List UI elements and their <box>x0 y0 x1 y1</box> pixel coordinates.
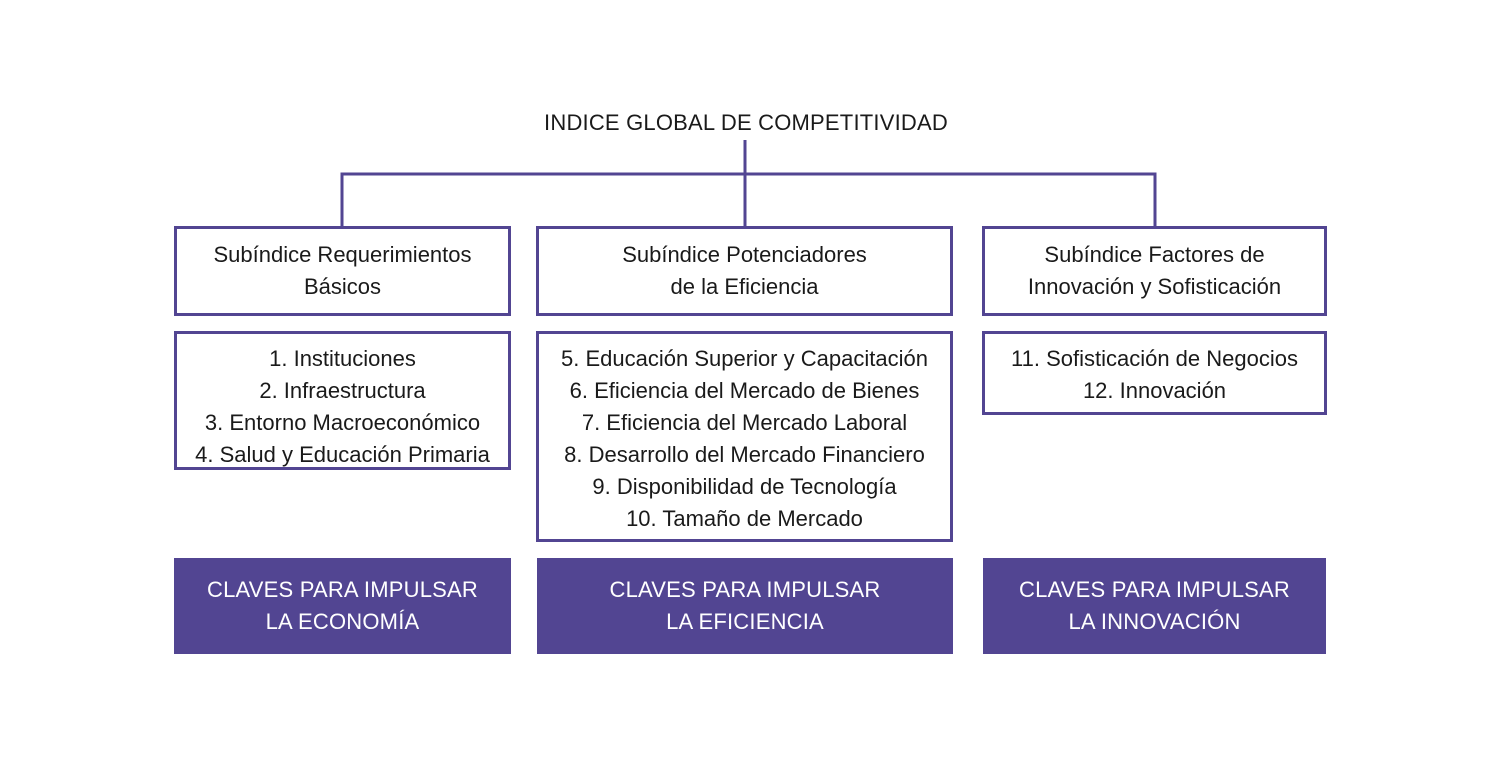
key-label-line: CLAVES PARA IMPULSAR <box>207 577 478 602</box>
subindex-label-line: Innovación y Sofisticación <box>1027 274 1282 299</box>
subindex-innovation-factors <box>982 226 1327 316</box>
subindex-label-line: Subíndice Potenciadores <box>622 242 867 267</box>
pillar-item: 2. Infraestructura <box>259 378 426 403</box>
pillar-item: 12. Innovación <box>1082 378 1227 403</box>
pillar-item: 4. Salud y Educación Primaria <box>195 442 490 467</box>
pillars-basic-requirements <box>174 331 511 470</box>
subindex-basic-requirements <box>174 226 511 316</box>
subindex-efficiency-enhancers <box>536 226 953 316</box>
pillar-item: 8. Desarrollo del Mercado Financiero <box>564 442 925 467</box>
pillar-item: 7. Eficiencia del Mercado Laboral <box>581 410 908 435</box>
pillar-item: 10. Tamaño de Mercado <box>626 506 863 531</box>
pillar-item: 1. Instituciones <box>269 346 416 371</box>
pillar-item: 3. Entorno Macroeconómico <box>204 410 481 435</box>
pillar-item: 5. Educación Superior y Capacitación <box>561 346 928 371</box>
key-label-line: LA EFICIENCIA <box>666 609 824 634</box>
key-innovation <box>983 558 1326 654</box>
subindex-label-line: de la Eficiencia <box>670 274 819 299</box>
pillar-item: 9. Disponibilidad de Tecnología <box>592 474 897 499</box>
key-label-line: CLAVES PARA IMPULSAR <box>1019 577 1290 602</box>
pillars-efficiency-enhancers <box>536 331 953 542</box>
subindex-label-line: Básicos <box>303 274 382 299</box>
key-efficiency <box>537 558 953 654</box>
diagram-title: INDICE GLOBAL DE COMPETITIVIDAD <box>544 110 948 135</box>
key-label-line: CLAVES PARA IMPULSAR <box>609 577 881 602</box>
subindex-label-line: Subíndice Factores de <box>1044 242 1265 267</box>
pillar-item: 11. Sofisticación de Negocios <box>1011 346 1298 371</box>
pillar-item: 6. Eficiencia del Mercado de Bienes <box>569 378 920 403</box>
key-label-line: LA INNOVACIÓN <box>1068 609 1241 634</box>
key-economy <box>174 558 511 654</box>
pillars-innovation-factors <box>982 331 1327 415</box>
key-label-line: LA ECONOMÍA <box>265 609 420 634</box>
subindex-label-line: Subíndice Requerimientos <box>213 242 472 267</box>
